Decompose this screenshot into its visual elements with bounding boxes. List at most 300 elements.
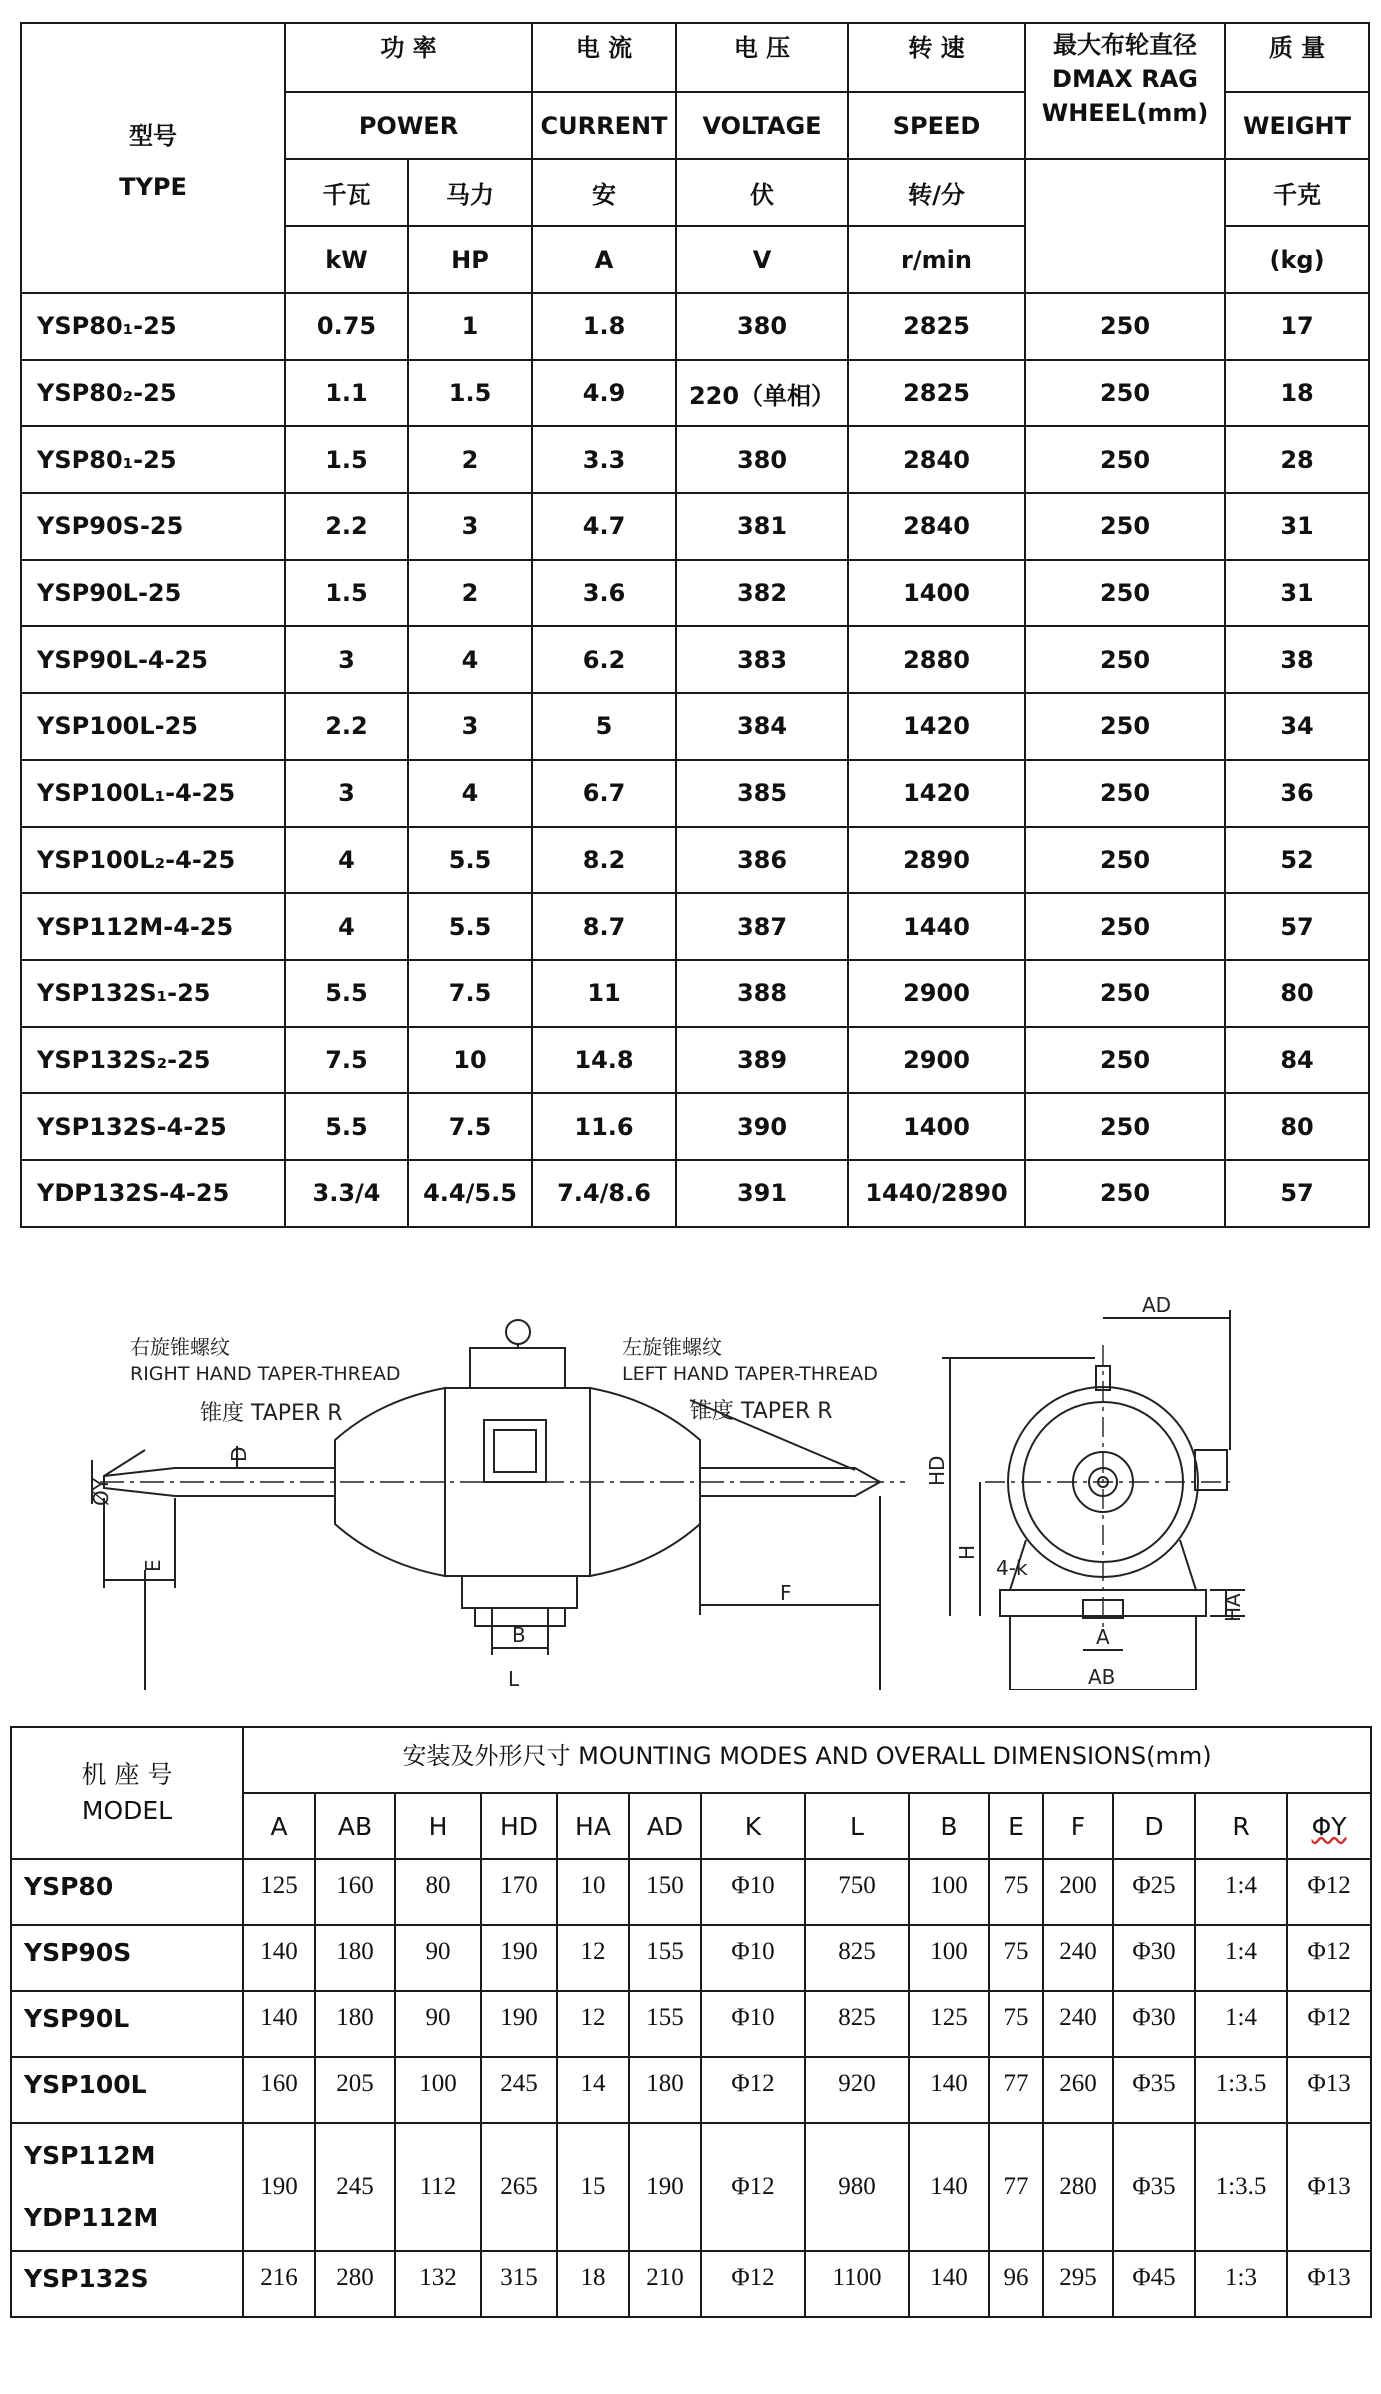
dims-value-cell: 980	[805, 2123, 909, 2251]
spec-value-cell: 7.5	[285, 1027, 408, 1094]
model-header	[11, 1727, 243, 1859]
spec-value-cell: 383	[676, 626, 848, 693]
current-unit-cn: 安	[532, 159, 676, 226]
spec-value-cell: 4	[285, 827, 408, 894]
spec-value-cell: 1.5	[285, 426, 408, 493]
y-label: ØY	[89, 1478, 113, 1506]
spec-value-cell: 11	[532, 960, 676, 1027]
spec-value-cell: 3.6	[532, 560, 676, 627]
spec-type-cell: YSP132S-4-25	[21, 1093, 285, 1160]
spec-value-cell: 250	[1025, 960, 1225, 1027]
spec-value-cell: 2.2	[285, 493, 408, 560]
dims-value-cell: 260	[1043, 2057, 1113, 2123]
spec-value-cell: 386	[676, 827, 848, 894]
spec-value-cell: 2825	[848, 293, 1025, 360]
spec-row	[21, 560, 1369, 627]
dims-value-cell: 15	[557, 2123, 629, 2251]
a-label: A	[1096, 1625, 1110, 1649]
spec-value-cell: 250	[1025, 360, 1225, 427]
spec-value-cell: 31	[1225, 560, 1369, 627]
dims-value-cell: 75	[989, 1925, 1043, 1991]
spec-value-cell: 5	[532, 693, 676, 760]
dims-value-cell: Φ13	[1287, 2251, 1371, 2317]
dims-row	[11, 2123, 1371, 2251]
dims-value-cell: 1:4	[1195, 1925, 1287, 1991]
dims-title: 安装及外形尺寸 MOUNTING MODES AND OVERALL DIMENSIONS(mm)	[243, 1727, 1371, 1793]
spec-value-cell: 80	[1225, 1093, 1369, 1160]
dims-value-cell: 190	[629, 2123, 701, 2251]
voltage-unit-cn: 伏	[676, 159, 848, 226]
dims-model-name: YSP132S	[24, 2264, 149, 2293]
right-thread-cn: 右旋锥螺纹	[130, 1335, 230, 1359]
dims-column-label: AD	[646, 1811, 684, 1841]
dims-column-header	[481, 1793, 557, 1859]
dims-column-header	[243, 1793, 315, 1859]
dims-row	[11, 1991, 1371, 2057]
spec-value-cell: 250	[1025, 493, 1225, 560]
voltage-unit: V	[676, 226, 848, 293]
dims-column-header	[395, 1793, 481, 1859]
spec-value-cell: 250	[1025, 1160, 1225, 1227]
spec-value-cell: 385	[676, 760, 848, 827]
dims-value-cell: 825	[805, 1991, 909, 2057]
spec-value-cell: 2.2	[285, 693, 408, 760]
dims-value-cell: 140	[909, 2251, 989, 2317]
dims-model-cell	[11, 1925, 243, 1991]
wheel-unit-blank	[1025, 159, 1225, 293]
dims-value-cell: 315	[481, 2251, 557, 2317]
dims-value-cell: 280	[315, 2251, 395, 2317]
dims-value-cell: Φ45	[1113, 2251, 1195, 2317]
dimensions-table	[10, 1726, 1372, 2318]
h-label: H	[955, 1544, 979, 1560]
spec-value-cell: 2825	[848, 360, 1025, 427]
spec-value-cell: 384	[676, 693, 848, 760]
spec-value-cell: 389	[676, 1027, 848, 1094]
dims-row	[11, 1925, 1371, 1991]
spec-row	[21, 1160, 1369, 1227]
spec-value-cell: 11.6	[532, 1093, 676, 1160]
voltage-header-en: VOLTAGE	[676, 92, 848, 159]
dims-row	[11, 2251, 1371, 2317]
spec-type-cell: YSP132S₂-25	[21, 1027, 285, 1094]
dims-value-cell: 155	[629, 1991, 701, 2057]
dims-column-label: F	[1070, 1811, 1086, 1841]
motor-drawing	[0, 1270, 1381, 1690]
f-label: F	[780, 1581, 792, 1605]
dims-value-cell: 295	[1043, 2251, 1113, 2317]
dims-value-cell: 190	[243, 2123, 315, 2251]
spec-value-cell: 0.75	[285, 293, 408, 360]
spec-value-cell: 38	[1225, 626, 1369, 693]
spec-value-cell: 4	[408, 760, 532, 827]
dims-column-header	[909, 1793, 989, 1859]
model-header-cn: 机 座 号	[81, 1760, 173, 1789]
spec-row	[21, 1093, 1369, 1160]
spec-value-cell: 2	[408, 426, 532, 493]
taper-right-label: 锥度 TAPER R	[690, 1399, 833, 1424]
dims-model-name: YSP90S	[24, 1938, 132, 1967]
dims-value-cell: 75	[989, 1859, 1043, 1925]
current-unit: A	[532, 226, 676, 293]
kw-header-cn: 千瓦	[285, 159, 408, 226]
dims-value-cell: Φ12	[701, 2123, 805, 2251]
dims-column-label: K	[744, 1811, 762, 1841]
spec-value-cell: 14.8	[532, 1027, 676, 1094]
left-thread-en: LEFT HAND TAPER-THREAD	[622, 1363, 878, 1385]
dims-value-cell: 90	[395, 1991, 481, 2057]
spec-value-cell: 380	[676, 293, 848, 360]
dims-value-cell: 160	[315, 1859, 395, 1925]
spec-row	[21, 360, 1369, 427]
dims-model-name: YSP100L	[24, 2070, 147, 2099]
dims-value-cell: 190	[481, 1925, 557, 1991]
dims-value-cell: 125	[243, 1859, 315, 1925]
4k-label: 4-k	[996, 1556, 1028, 1580]
dims-value-cell: Φ12	[1287, 1991, 1371, 2057]
dims-value-cell: 170	[481, 1859, 557, 1925]
spec-type-cell: YSP100L₁-4-25	[21, 760, 285, 827]
current-header-en: CURRENT	[532, 92, 676, 159]
power-header-cn: 功 率	[285, 23, 532, 92]
dims-value-cell: 1100	[805, 2251, 909, 2317]
spec-value-cell: 84	[1225, 1027, 1369, 1094]
dims-value-cell: 132	[395, 2251, 481, 2317]
dims-value-cell: 14	[557, 2057, 629, 2123]
dims-column-label: A	[270, 1811, 288, 1841]
spec-value-cell: 5.5	[408, 827, 532, 894]
spec-value-cell: 5.5	[285, 1093, 408, 1160]
dims-value-cell: 190	[481, 1991, 557, 2057]
spec-value-cell: 1440	[848, 893, 1025, 960]
spec-value-cell: 250	[1025, 693, 1225, 760]
spec-value-cell: 250	[1025, 893, 1225, 960]
power-header-en: POWER	[285, 92, 532, 159]
spec-value-cell: 388	[676, 960, 848, 1027]
spec-type-cell: YSP112M-4-25	[21, 893, 285, 960]
spec-value-cell: 1.8	[532, 293, 676, 360]
spec-value-cell: 250	[1025, 827, 1225, 894]
speed-header-cn: 转 速	[848, 23, 1025, 92]
dims-value-cell: 240	[1043, 1991, 1113, 2057]
spec-value-cell: 8.2	[532, 827, 676, 894]
spec-value-cell: 36	[1225, 760, 1369, 827]
spec-type-cell: YSP90L-4-25	[21, 626, 285, 693]
spec-value-cell: 2840	[848, 426, 1025, 493]
dims-model-cell	[11, 2057, 243, 2123]
weight-header-en: WEIGHT	[1225, 92, 1369, 159]
hp-header-cn: 马力	[408, 159, 532, 226]
dims-value-cell: Φ13	[1287, 2123, 1371, 2251]
spec-value-cell: 7.5	[408, 960, 532, 1027]
dims-value-cell: 18	[557, 2251, 629, 2317]
spec-type-cell: YSP80₁-25	[21, 293, 285, 360]
wheel-header-cn: 最大布轮直径	[1053, 31, 1198, 59]
spec-value-cell: 4.9	[532, 360, 676, 427]
spec-value-cell: 1.5	[408, 360, 532, 427]
ab-label: AB	[1088, 1665, 1116, 1689]
dims-value-cell: 245	[481, 2057, 557, 2123]
speed-unit-cn: 转/分	[848, 159, 1025, 226]
dims-column-label: HA	[575, 1811, 611, 1841]
right-thread-en: RIGHT HAND TAPER-THREAD	[130, 1363, 401, 1385]
spec-value-cell: 6.7	[532, 760, 676, 827]
dims-value-cell: Φ12	[1287, 1859, 1371, 1925]
spec-value-cell: 250	[1025, 1093, 1225, 1160]
dims-value-cell: Φ10	[701, 1991, 805, 2057]
spec-value-cell: 10	[408, 1027, 532, 1094]
spec-type-cell: YSP132S₁-25	[21, 960, 285, 1027]
taper-left-label: 锥度 TAPER R	[200, 1401, 343, 1426]
speed-header-en: SPEED	[848, 92, 1025, 159]
spec-row	[21, 693, 1369, 760]
dims-value-cell: 825	[805, 1925, 909, 1991]
spec-value-cell: 2880	[848, 626, 1025, 693]
spec-value-cell: 390	[676, 1093, 848, 1160]
dims-column-header	[805, 1793, 909, 1859]
dims-value-cell: 77	[989, 2057, 1043, 2123]
l-label: L	[508, 1667, 520, 1690]
dims-model-name: YSP80	[24, 1872, 114, 1901]
e-label: E	[141, 1559, 165, 1572]
spec-value-cell: 250	[1025, 560, 1225, 627]
dims-column-label: E	[1008, 1811, 1024, 1841]
dims-column-header	[629, 1793, 701, 1859]
dims-model-name: YSP112M	[24, 2141, 156, 2170]
ha-label: HA	[1221, 1593, 1245, 1622]
dims-column-label: ΦY	[1311, 1811, 1347, 1841]
spec-type-cell: YSP100L₂-4-25	[21, 827, 285, 894]
spec-value-cell: 3	[408, 693, 532, 760]
dims-column-header	[1113, 1793, 1195, 1859]
dims-row	[11, 1859, 1371, 1925]
spec-value-cell: 250	[1025, 626, 1225, 693]
dims-column-label: B	[940, 1811, 958, 1841]
dims-value-cell: 12	[557, 1925, 629, 1991]
speed-unit: r/min	[848, 226, 1025, 293]
dims-value-cell: Φ30	[1113, 1991, 1195, 2057]
dims-value-cell: Φ10	[701, 1925, 805, 1991]
dims-value-cell: 100	[909, 1925, 989, 1991]
spec-value-cell: 250	[1025, 1027, 1225, 1094]
dims-value-cell: 180	[315, 1991, 395, 2057]
b-label: B	[512, 1623, 526, 1647]
dims-value-cell: 1:3	[1195, 2251, 1287, 2317]
left-thread-cn: 左旋锥螺纹	[622, 1335, 722, 1359]
dims-value-cell: 1:4	[1195, 1991, 1287, 2057]
dims-column-label: H	[428, 1811, 448, 1841]
dims-value-cell: 140	[243, 1991, 315, 2057]
dims-value-cell: 100	[909, 1859, 989, 1925]
dims-model-cell	[11, 1859, 243, 1925]
dims-value-cell: 205	[315, 2057, 395, 2123]
spec-value-cell: 7.5	[408, 1093, 532, 1160]
spec-value-cell: 57	[1225, 893, 1369, 960]
spec-row	[21, 893, 1369, 960]
model-header-en: MODEL	[81, 1796, 173, 1825]
dims-value-cell: 265	[481, 2123, 557, 2251]
spec-value-cell: 2890	[848, 827, 1025, 894]
spec-row	[21, 1027, 1369, 1094]
dims-value-cell: Φ35	[1113, 2057, 1195, 2123]
spec-value-cell: 3	[285, 760, 408, 827]
dims-value-cell: Φ12	[1287, 1925, 1371, 1991]
dims-value-cell: 920	[805, 2057, 909, 2123]
spec-value-cell: 3	[408, 493, 532, 560]
spec-value-cell: 4	[408, 626, 532, 693]
dims-value-cell: 100	[395, 2057, 481, 2123]
wheel-header	[1025, 23, 1225, 159]
spec-type-cell: YSP90S-25	[21, 493, 285, 560]
spec-table-body	[21, 293, 1369, 1227]
spec-type-cell: YDP132S-4-25	[21, 1160, 285, 1227]
dims-column-label: D	[1144, 1811, 1164, 1841]
spec-value-cell: 8.7	[532, 893, 676, 960]
spec-value-cell: 250	[1025, 426, 1225, 493]
dims-row	[11, 2057, 1371, 2123]
current-header-cn: 电 流	[532, 23, 676, 92]
type-header-cn: 型号	[129, 121, 177, 150]
spec-value-cell: 80	[1225, 960, 1369, 1027]
spec-value-cell: 250	[1025, 293, 1225, 360]
dims-model-name: YSP90L	[24, 2004, 130, 2033]
dims-model-cell	[11, 2123, 243, 2251]
dims-column-label: R	[1232, 1811, 1250, 1841]
dims-column-label: AB	[337, 1811, 373, 1841]
type-header-en: TYPE	[119, 172, 187, 201]
dims-value-cell: 750	[805, 1859, 909, 1925]
dims-value-cell: 180	[629, 2057, 701, 2123]
spec-value-cell: 57	[1225, 1160, 1369, 1227]
weight-unit: (kg)	[1225, 226, 1369, 293]
spec-value-cell: 1420	[848, 760, 1025, 827]
spec-value-cell: 4	[285, 893, 408, 960]
spec-value-cell: 3	[285, 626, 408, 693]
spec-value-cell: 250	[1025, 760, 1225, 827]
spec-value-cell: 34	[1225, 693, 1369, 760]
spec-value-cell: 2840	[848, 493, 1025, 560]
dims-column-header	[315, 1793, 395, 1859]
dims-column-label: HD	[499, 1811, 539, 1841]
spec-type-cell: YSP90L-25	[21, 560, 285, 627]
spec-type-cell: YSP100L-25	[21, 693, 285, 760]
spec-value-cell: 17	[1225, 293, 1369, 360]
dims-value-cell: 150	[629, 1859, 701, 1925]
spec-value-cell: 52	[1225, 827, 1369, 894]
ad-label: AD	[1142, 1293, 1172, 1317]
spec-value-cell: 4.4/5.5	[408, 1160, 532, 1227]
dims-value-cell: 1:3.5	[1195, 2057, 1287, 2123]
dims-value-cell: 1:3.5	[1195, 2123, 1287, 2251]
spec-type-cell: YSP80₂-25	[21, 360, 285, 427]
dims-value-cell: 90	[395, 1925, 481, 1991]
d-label: D	[227, 1446, 251, 1462]
dims-value-cell: 245	[315, 2123, 395, 2251]
spec-row	[21, 426, 1369, 493]
dims-value-cell: 77	[989, 2123, 1043, 2251]
dims-value-cell: Φ35	[1113, 2123, 1195, 2251]
dims-value-cell: 12	[557, 1991, 629, 2057]
spec-value-cell: 1440/2890	[848, 1160, 1025, 1227]
dims-value-cell: 160	[243, 2057, 315, 2123]
dims-column-label: L	[850, 1811, 864, 1841]
dims-value-cell: 155	[629, 1925, 701, 1991]
dims-column-header	[1195, 1793, 1287, 1859]
dims-value-cell: 140	[909, 2123, 989, 2251]
dims-column-header	[989, 1793, 1043, 1859]
dims-value-cell: 75	[989, 1991, 1043, 2057]
hp-unit: HP	[408, 226, 532, 293]
spec-value-cell: 2900	[848, 1027, 1025, 1094]
dims-value-cell: Φ12	[701, 2251, 805, 2317]
dims-model-name-2: YDP112M	[24, 2203, 159, 2232]
spec-value-cell: 5.5	[408, 893, 532, 960]
dims-value-cell: 1:4	[1195, 1859, 1287, 1925]
spec-value-cell: 380	[676, 426, 848, 493]
dims-value-cell: Φ10	[701, 1859, 805, 1925]
spec-row	[21, 960, 1369, 1027]
spec-value-cell: 1420	[848, 693, 1025, 760]
weight-unit-cn: 千克	[1225, 159, 1369, 226]
spec-value-cell: 1.1	[285, 360, 408, 427]
type-header	[21, 23, 285, 293]
dims-value-cell: 280	[1043, 2123, 1113, 2251]
spec-table	[20, 22, 1370, 1228]
dims-value-cell: 112	[395, 2123, 481, 2251]
spec-value-cell: 31	[1225, 493, 1369, 560]
dims-value-cell: Φ30	[1113, 1925, 1195, 1991]
dims-value-cell: Φ25	[1113, 1859, 1195, 1925]
spec-type-cell: YSP80₁-25	[21, 426, 285, 493]
spec-row	[21, 760, 1369, 827]
dims-model-cell	[11, 1991, 243, 2057]
voltage-header-cn: 电 压	[676, 23, 848, 92]
dims-value-cell: Φ13	[1287, 2057, 1371, 2123]
spec-value-cell: 6.2	[532, 626, 676, 693]
spec-value-cell: 28	[1225, 426, 1369, 493]
spec-value-cell: 3.3/4	[285, 1160, 408, 1227]
dims-value-cell: 200	[1043, 1859, 1113, 1925]
dims-value-cell: 180	[315, 1925, 395, 1991]
spec-value-cell: 382	[676, 560, 848, 627]
spec-row	[21, 293, 1369, 360]
dims-value-cell: Φ12	[701, 2057, 805, 2123]
dims-column-header	[701, 1793, 805, 1859]
dims-value-cell: 10	[557, 1859, 629, 1925]
wheel-header-en1: DMAX RAG	[1052, 65, 1199, 93]
spec-value-cell: 7.4/8.6	[532, 1160, 676, 1227]
dims-value-cell: 140	[909, 2057, 989, 2123]
hd-label: HD	[925, 1455, 949, 1486]
spec-value-cell: 5.5	[285, 960, 408, 1027]
dims-column-header	[1043, 1793, 1113, 1859]
dims-value-cell: 216	[243, 2251, 315, 2317]
spec-value-cell: 1.5	[285, 560, 408, 627]
spec-value-cell: 4.7	[532, 493, 676, 560]
spec-row	[21, 493, 1369, 560]
kw-unit: kW	[285, 226, 408, 293]
spec-value-cell: 1	[408, 293, 532, 360]
dims-model-cell	[11, 2251, 243, 2317]
spec-value-cell: 1400	[848, 1093, 1025, 1160]
spec-value-cell: 381	[676, 493, 848, 560]
wheel-header-en2: WHEEL(mm)	[1041, 99, 1209, 127]
spec-value-cell: 1400	[848, 560, 1025, 627]
dims-value-cell: 80	[395, 1859, 481, 1925]
spec-row	[21, 827, 1369, 894]
dims-value-cell: 140	[243, 1925, 315, 1991]
spec-value-cell: 18	[1225, 360, 1369, 427]
